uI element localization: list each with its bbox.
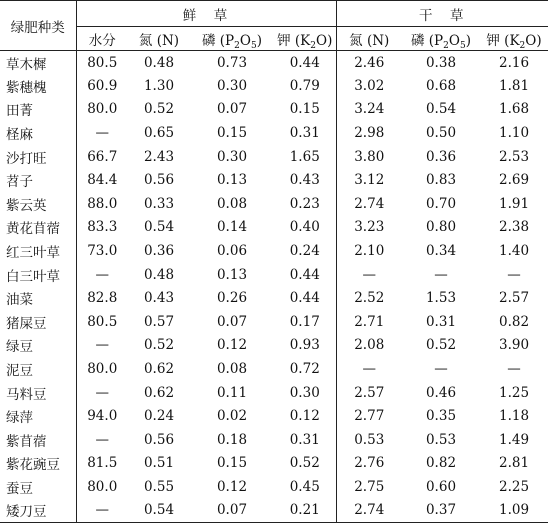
dry-value: 2.25 [498, 478, 530, 495]
fresh-value: 80.0 [76, 475, 128, 499]
dry-value: 1.49 [498, 431, 530, 448]
header-plant-type: 绿肥种类 [0, 1, 76, 51]
fresh-value: 0.11 [216, 384, 248, 401]
dry-value: — [336, 357, 402, 381]
row-plant-name: 紫花豌豆 [6, 457, 60, 474]
fresh-value: 1.30 [143, 77, 175, 94]
dry-value: 0.52 [425, 337, 457, 354]
dry-value: 0.54 [425, 101, 457, 118]
fresh-value: — [76, 428, 128, 452]
dry-value: — [507, 266, 521, 283]
dry-value: 3.23 [336, 216, 402, 240]
dry-value: 3.24 [336, 98, 402, 122]
table-row [0, 286, 548, 310]
header-dry-group: 干 草 [336, 1, 548, 27]
fresh-value: — [76, 263, 128, 287]
fresh-value: — [76, 381, 128, 405]
header-dry-2: 钾 $(K_2O)$ [480, 27, 548, 51]
dry-value: 0.68 [425, 77, 457, 94]
dry-value: — [336, 263, 402, 287]
fresh-value: 0.45 [289, 478, 320, 495]
row-plant-name: 绿萍 [6, 410, 33, 427]
table-row [0, 452, 548, 476]
header-dry-0: 氮 (N) [336, 27, 402, 51]
dry-value: 0.34 [425, 243, 457, 260]
fresh-value: 0.15 [216, 455, 248, 472]
fresh-value: 0.56 [143, 172, 175, 189]
fresh-value: 0.23 [289, 195, 320, 212]
dry-value: 2.81 [498, 455, 530, 472]
row-plant-name: 马料豆 [6, 386, 47, 403]
header-fresh-group: 鲜 草 [76, 1, 336, 27]
fresh-value: 0.62 [143, 361, 175, 378]
fresh-value: 0.31 [289, 125, 320, 142]
fresh-value: 0.52 [143, 337, 175, 354]
dry-value: 2.16 [498, 54, 530, 71]
dry-value: 2.69 [498, 172, 530, 189]
fresh-value: 81.5 [76, 452, 128, 476]
dry-value: 1.68 [498, 101, 530, 118]
fresh-value: 80.5 [76, 310, 128, 334]
fresh-value: 0.56 [143, 431, 175, 448]
dry-value: 2.08 [336, 334, 402, 358]
fresh-value: 0.06 [216, 243, 248, 260]
row-plant-name: 田菁 [6, 103, 33, 120]
fresh-value: 0.43 [143, 290, 175, 307]
fresh-value: 0.33 [143, 195, 175, 212]
table-row [0, 192, 548, 216]
dry-value: 1.09 [480, 499, 548, 523]
fresh-value: 66.7 [76, 145, 128, 169]
dry-value: 1.40 [498, 243, 530, 260]
table-row [0, 404, 548, 428]
fresh-value: 0.30 [216, 148, 248, 165]
row-plant-name: 蚕豆 [6, 480, 33, 497]
dry-value: 0.50 [425, 125, 457, 142]
dry-value: 1.10 [498, 125, 530, 142]
fresh-value: 0.79 [289, 77, 320, 94]
fresh-value: 0.12 [216, 478, 248, 495]
fresh-value: 94.0 [76, 404, 128, 428]
dry-value: 0.82 [425, 455, 457, 472]
fresh-value: 0.13 [216, 266, 248, 283]
row-plant-name: 紫苜蓿 [6, 433, 47, 450]
dry-value: 1.91 [498, 195, 530, 212]
dry-value: 2.38 [498, 219, 530, 236]
dry-value: 0.60 [425, 478, 457, 495]
dry-value: 0.36 [425, 148, 457, 165]
fresh-value: 0.15 [216, 125, 248, 142]
fresh-value: 0.36 [143, 243, 175, 260]
dry-value: — [434, 361, 448, 378]
fresh-value: 0.15 [289, 101, 320, 118]
dry-value: 1.53 [425, 290, 457, 307]
fresh-value: 0.48 [143, 54, 175, 71]
fresh-value: 0.02 [216, 408, 248, 425]
fresh-value: 1.65 [289, 148, 320, 165]
row-plant-name: 矮刀豆 [0, 499, 76, 523]
fresh-value: 80.0 [76, 98, 128, 122]
fresh-value: 83.3 [76, 216, 128, 240]
header-fresh-2: 磷 $(P_2O_5)$ [190, 27, 274, 51]
dry-value: 2.46 [336, 51, 402, 75]
dry-value: 2.53 [498, 148, 530, 165]
table-row [0, 334, 548, 358]
fresh-value: 0.72 [289, 361, 320, 378]
table-row [0, 168, 548, 192]
table-row [0, 121, 548, 145]
fresh-value: 0.51 [143, 455, 175, 472]
table-row [0, 357, 548, 381]
table-row [0, 263, 548, 287]
row-plant-name: 红三叶草 [6, 245, 60, 262]
fresh-value: 0.52 [143, 101, 175, 118]
fresh-value: 0.40 [289, 219, 320, 236]
fresh-value: 73.0 [76, 239, 128, 263]
dry-value: 3.02 [336, 74, 402, 98]
dry-value: 2.71 [336, 310, 402, 334]
fresh-value: 0.54 [143, 219, 175, 236]
fresh-value: 0.24 [143, 408, 175, 425]
row-plant-name: 沙打旺 [6, 150, 47, 167]
fresh-value: 0.17 [289, 313, 320, 330]
fresh-value: 0.08 [216, 361, 248, 378]
dry-value: 2.52 [336, 286, 402, 310]
dry-value: 0.83 [425, 172, 457, 189]
subheader-row [0, 27, 548, 51]
row-plant-name: 黄花苜蓿 [6, 221, 60, 238]
fresh-value: — [76, 121, 128, 145]
row-plant-name: 绿豆 [6, 339, 33, 356]
header-fresh-0: 水分 [76, 27, 128, 51]
dry-value: 0.37 [402, 499, 480, 523]
dry-value: 2.76 [336, 452, 402, 476]
dry-value: 2.75 [336, 475, 402, 499]
table-row [0, 381, 548, 405]
dry-value: — [434, 266, 448, 283]
dry-value: 0.70 [425, 195, 457, 212]
fresh-value: 0.12 [216, 337, 248, 354]
row-plant-name: 白三叶草 [6, 268, 60, 285]
fresh-value: 0.30 [216, 77, 248, 94]
fresh-value: 88.0 [76, 192, 128, 216]
dry-value: 1.18 [498, 408, 530, 425]
dry-value: 1.81 [498, 77, 530, 94]
fresh-value: 0.44 [289, 54, 320, 71]
table-row [0, 310, 548, 334]
fresh-value: 0.44 [289, 266, 320, 283]
dry-value: 2.10 [336, 239, 402, 263]
fresh-value: 82.8 [76, 286, 128, 310]
fresh-value: 0.65 [143, 125, 175, 142]
fresh-value: 0.18 [216, 431, 248, 448]
dry-value: 0.38 [425, 54, 457, 71]
dry-value: 3.90 [498, 337, 530, 354]
fresh-value: 0.93 [289, 337, 320, 354]
fresh-value: 0.21 [274, 499, 336, 523]
dry-value: 2.74 [336, 499, 402, 523]
table-row [0, 51, 548, 75]
dry-value: 1.25 [498, 384, 530, 401]
row-plant-name: 油菜 [6, 292, 33, 309]
dry-value: 0.80 [425, 219, 457, 236]
fresh-value: 0.57 [143, 313, 175, 330]
dry-value: 0.53 [336, 428, 402, 452]
fresh-value: 84.4 [76, 168, 128, 192]
dry-value: 0.82 [498, 313, 530, 330]
fresh-value: 0.43 [289, 172, 320, 189]
header-dry-1: 磷 $(P_2O_5)$ [402, 27, 480, 51]
header-fresh-3: 钾 $(K_2O)$ [274, 27, 336, 51]
dry-value: 0.46 [425, 384, 457, 401]
dry-value: 3.12 [336, 168, 402, 192]
row-plant-name: 草木樨 [6, 56, 47, 73]
header-fresh-1: 氮 (N) [128, 27, 190, 51]
dry-value: 0.35 [425, 408, 457, 425]
fresh-value: 0.24 [289, 243, 320, 260]
fresh-value: 0.08 [216, 195, 248, 212]
fresh-value: — [76, 334, 128, 358]
fresh-value: 60.9 [76, 74, 128, 98]
table-row [0, 428, 548, 452]
table-row [0, 145, 548, 169]
fresh-value: 2.43 [143, 148, 175, 165]
fresh-value: 0.73 [216, 54, 248, 71]
row-plant-name: 泥豆 [6, 363, 33, 380]
fresh-value: 0.52 [289, 455, 320, 472]
dry-value: 0.31 [425, 313, 457, 330]
row-plant-name: 苕子 [6, 174, 33, 191]
dry-value: 2.57 [498, 290, 530, 307]
fresh-value: 0.13 [216, 172, 248, 189]
fresh-value: 80.5 [76, 51, 128, 75]
fresh-value: 0.48 [143, 266, 175, 283]
dry-value: 0.53 [425, 431, 457, 448]
row-plant-name: 紫云英 [6, 197, 47, 214]
fresh-value: 0.44 [289, 290, 320, 307]
fresh-value: 0.07 [190, 499, 274, 523]
table-row [0, 475, 548, 499]
dry-value: — [507, 361, 521, 378]
row-plant-name: 紫穗槐 [6, 79, 47, 96]
fresh-value: 0.54 [128, 499, 190, 523]
table-row [0, 74, 548, 98]
table-row [0, 499, 548, 523]
dry-value: 2.57 [336, 381, 402, 405]
table-body [0, 51, 548, 523]
row-plant-name: 猪屎豆 [6, 315, 47, 332]
fresh-value: 0.62 [143, 384, 175, 401]
fresh-value: — [76, 499, 128, 523]
fresh-value: 0.14 [216, 219, 248, 236]
table-row [0, 98, 548, 122]
fresh-value: 0.07 [216, 101, 248, 118]
table-row [0, 216, 548, 240]
fresh-value: 0.30 [289, 384, 320, 401]
row-plant-name: 柽麻 [6, 127, 33, 144]
dry-value: 2.77 [336, 404, 402, 428]
table-row [0, 239, 548, 263]
fresh-value: 0.55 [143, 478, 175, 495]
fresh-value: 80.0 [76, 357, 128, 381]
fresh-value: 0.31 [289, 431, 320, 448]
fresh-value: 0.12 [289, 408, 320, 425]
dry-value: 2.74 [336, 192, 402, 216]
dry-value: 3.80 [336, 145, 402, 169]
fresh-value: 0.26 [216, 290, 248, 307]
dry-value: 2.98 [336, 121, 402, 145]
fresh-value: 0.07 [216, 313, 248, 330]
